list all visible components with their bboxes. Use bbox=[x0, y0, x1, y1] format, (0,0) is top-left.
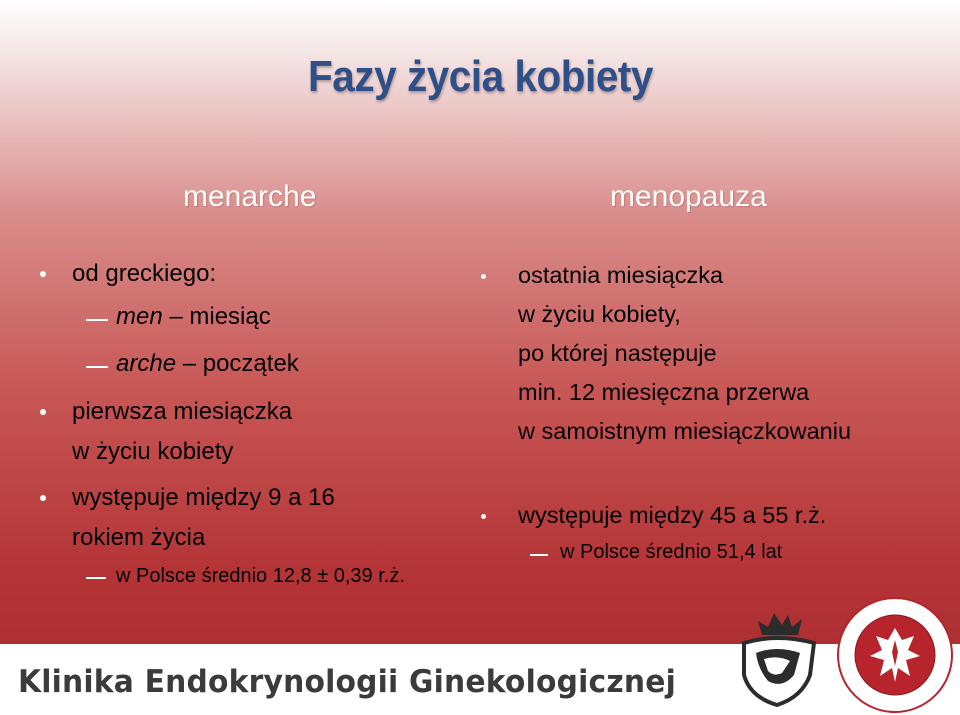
bullet-icon bbox=[40, 271, 46, 277]
bullet-icon bbox=[481, 274, 486, 279]
list-item-text: występuje między 9 a 16 bbox=[72, 484, 335, 511]
bullet-icon bbox=[40, 409, 46, 415]
list-item-text: występuje między 45 a 55 r.ż. bbox=[518, 502, 827, 528]
menopauza-heading: menopauza bbox=[610, 180, 767, 213]
bullet-icon bbox=[40, 495, 46, 501]
list-subitem-text bbox=[116, 350, 299, 378]
university-seal-logo bbox=[836, 596, 954, 714]
list-item-text: pierwsza miesiączka bbox=[72, 398, 293, 425]
list-item-text: w samoistnym miesiączkowaniu bbox=[518, 418, 852, 444]
list-subitem-text bbox=[116, 303, 271, 331]
slide-title bbox=[0, 52, 960, 102]
list-item-text: rokiem życia bbox=[72, 524, 206, 551]
crown-shield-logo bbox=[722, 605, 832, 710]
term-italic: men bbox=[116, 303, 163, 330]
list-item-text: ostatnia miesiączka bbox=[518, 262, 724, 288]
list-item-text: po której następuje bbox=[518, 340, 717, 366]
term-rest: – początek bbox=[176, 350, 299, 377]
slide-title-text: Fazy życia kobiety bbox=[307, 52, 653, 101]
dash-icon bbox=[86, 366, 108, 368]
list-subitem-text: w Polsce średnio 12,8 ± 0,39 r.ż. bbox=[116, 565, 405, 587]
term-rest: – miesiąc bbox=[162, 303, 271, 330]
term-italic: arche bbox=[116, 350, 177, 377]
list-item-text: w życiu kobiety bbox=[72, 438, 234, 465]
menarche-heading: menarche bbox=[183, 180, 317, 213]
list-item-text: od greckiego: bbox=[72, 260, 217, 287]
list-item-text: min. 12 miesięczna przerwa bbox=[518, 379, 810, 405]
bullet-icon bbox=[481, 514, 486, 519]
dash-icon bbox=[530, 554, 548, 556]
list-subitem-text: w Polsce średnio 51,4 lat bbox=[560, 541, 783, 563]
clinic-name: Klinika Endokrynologii Ginekologicznej bbox=[18, 664, 676, 700]
dash-icon bbox=[86, 577, 106, 579]
dash-icon bbox=[86, 319, 108, 321]
list-item-text: w życiu kobiety, bbox=[518, 301, 681, 327]
